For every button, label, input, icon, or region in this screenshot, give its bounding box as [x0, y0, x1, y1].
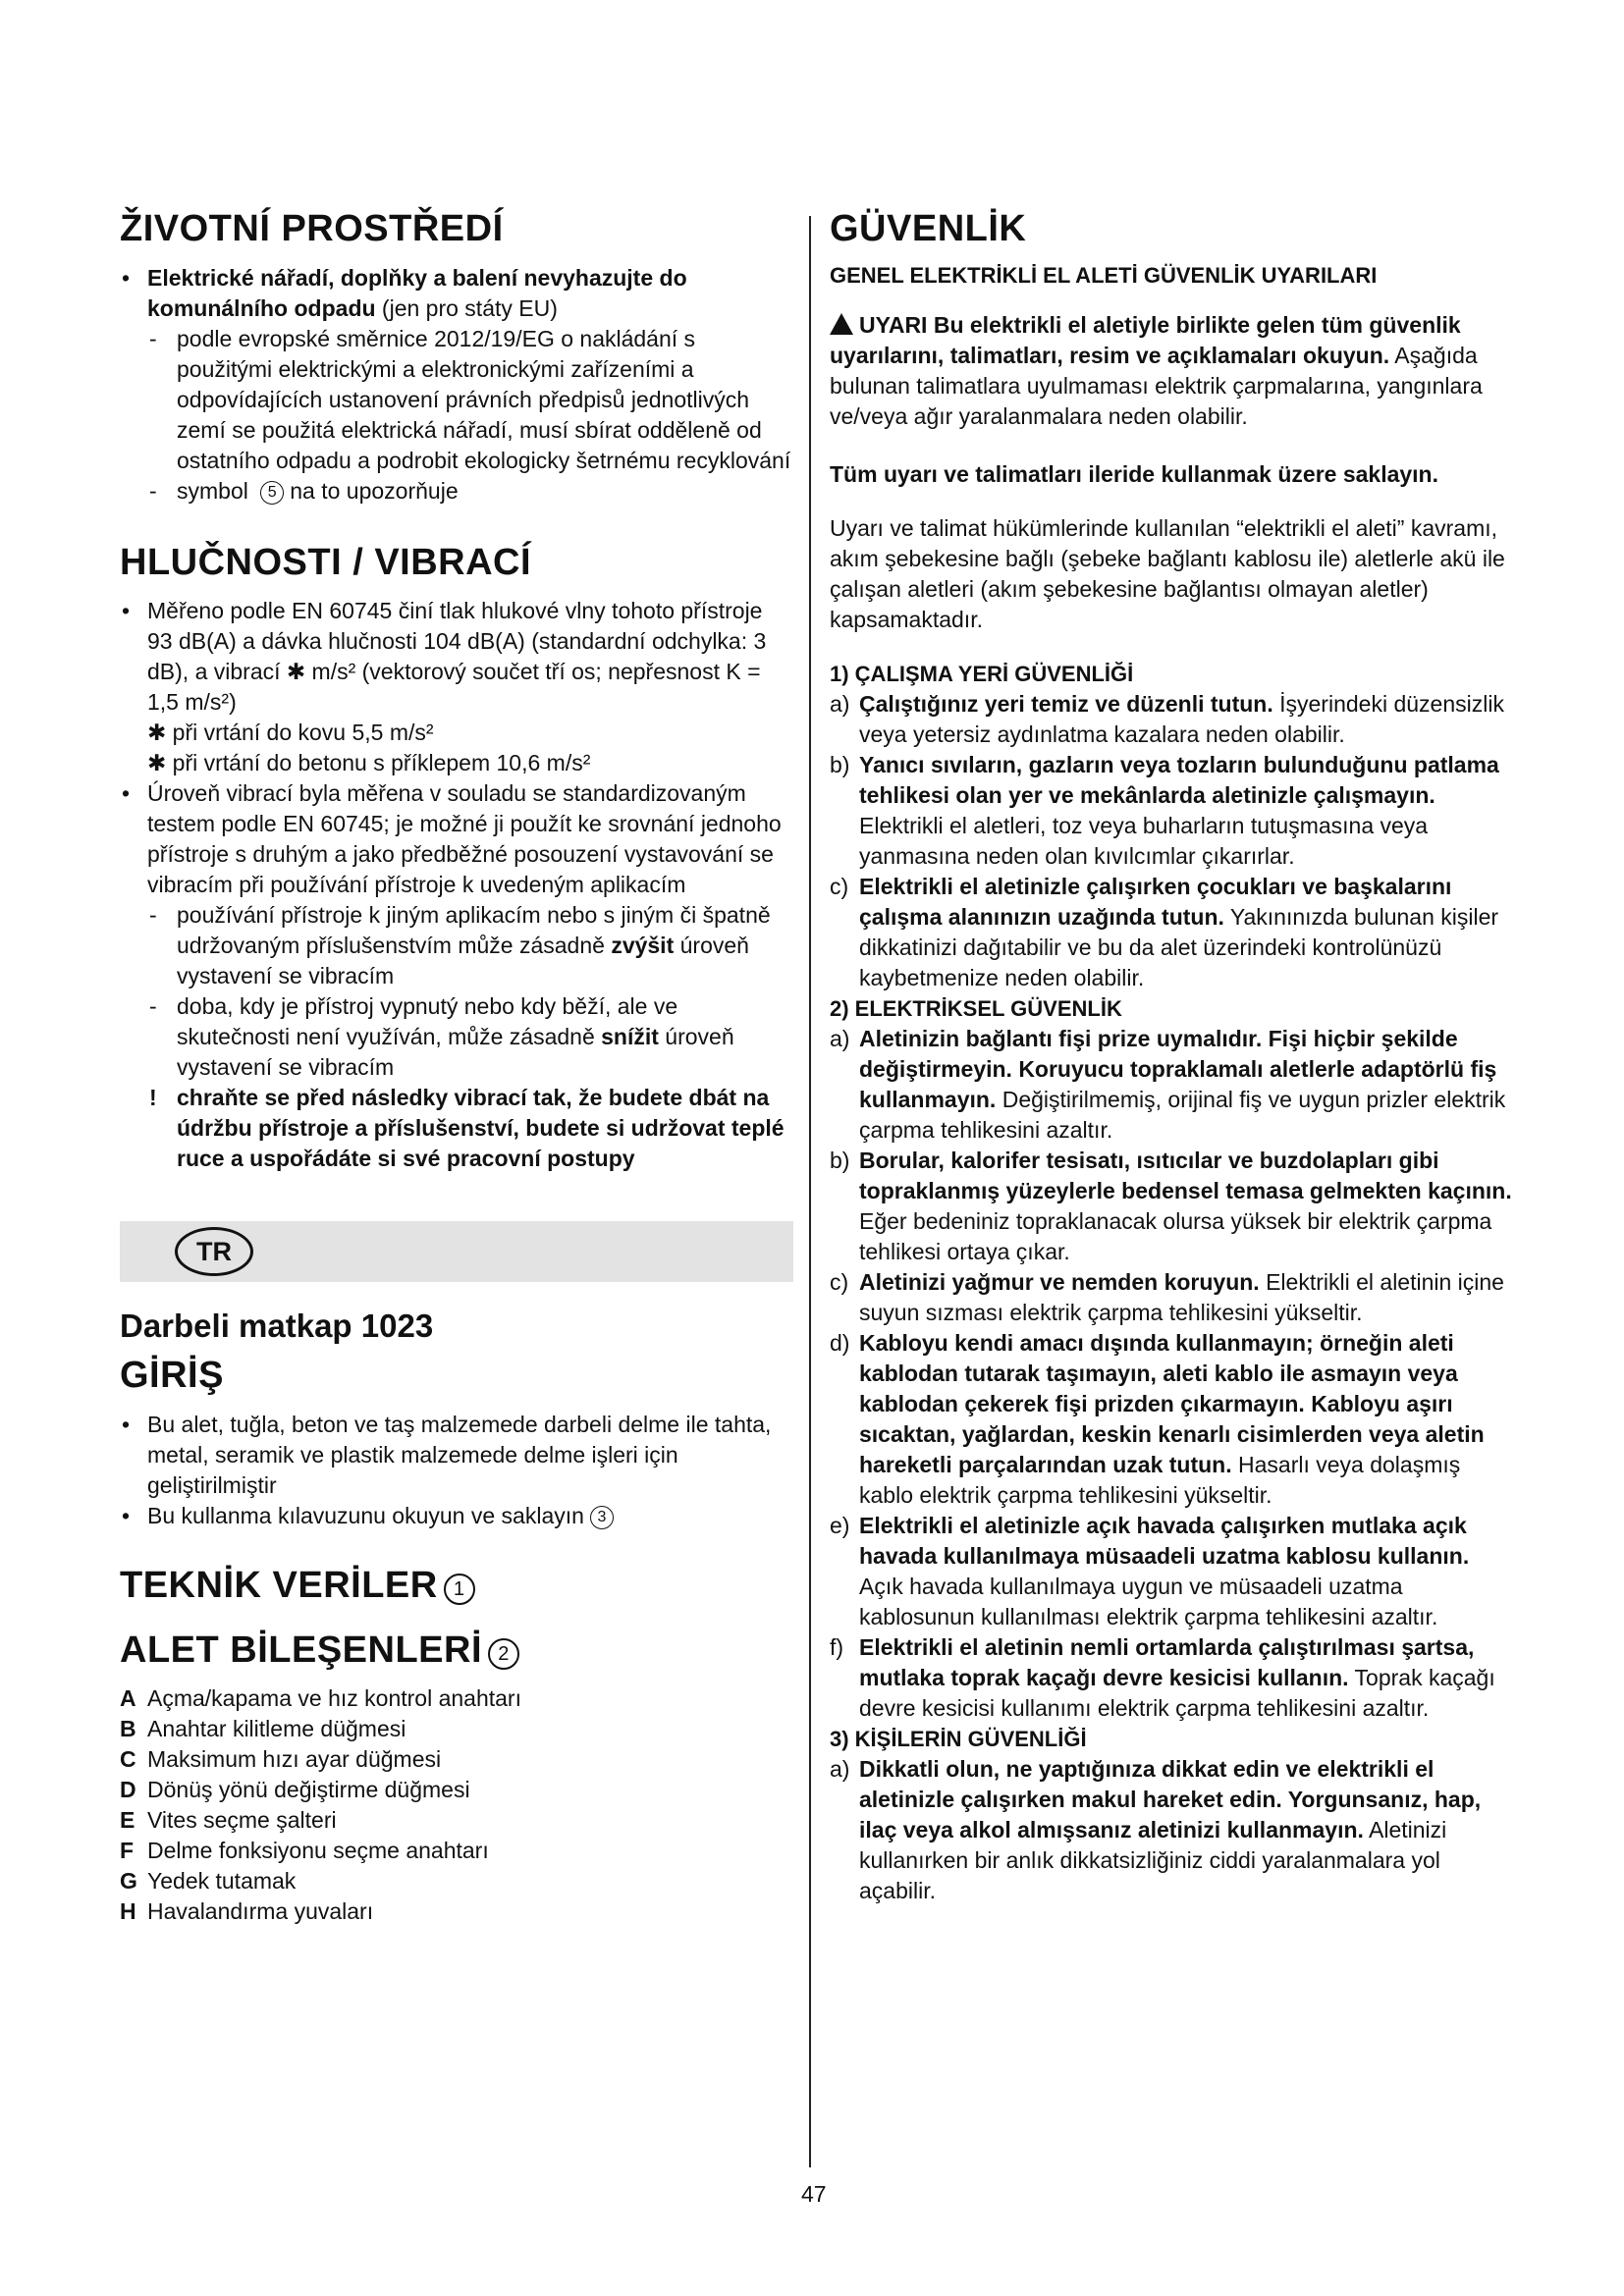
item-2b-rest: Eğer bedeniniz topraklanacak olursa yüksek bir elektrik çarpma tehlikesi ortaya çıkar. — [859, 1207, 1492, 1264]
component-label: Yedek tutamak — [147, 1868, 297, 1895]
item-2c-bold: Aletinizi yağmur ve nemden koruyun. — [859, 1268, 1260, 1295]
environment-dash-2 — [120, 476, 793, 507]
page-number: 47 — [801, 2181, 827, 2207]
column-divider — [809, 216, 811, 2167]
item-label: a) — [830, 690, 850, 717]
item-label: b) — [830, 1147, 850, 1173]
callout-2-icon: 2 — [488, 1638, 519, 1670]
component-label: Vites seçme şalteri — [147, 1807, 337, 1834]
item-1a-rest: İşyerindeki düzensizlik veya yetersiz aydınlatma kazalara neden olabilir. — [859, 690, 1504, 747]
item-label: c) — [830, 873, 849, 899]
noise-dash-2-b: úroveň vystavení se vibracím — [177, 1024, 734, 1081]
item-2c — [830, 1267, 1517, 1328]
item-2f-bold: Elektrikli el aletinin nemli ortamlarda çalıştırılması şartsa, mutlaka toprak kaçağı devre kesicisi kullanın. — [859, 1633, 1475, 1690]
item-label: e) — [830, 1512, 850, 1538]
component-row — [120, 1714, 793, 1744]
item-1a-bold: Çalıştığınız yeri temiz ve düzenli tutun. — [859, 690, 1273, 717]
keep-instructions-note: Tüm uyarı ve talimatları ileride kullanmak üzere saklayın. — [830, 460, 1439, 487]
item-1a — [830, 689, 1517, 750]
component-key: E — [120, 1807, 135, 1834]
noise-bullet-1: • Měřeno podle EN 60745 činí tlak hlukové vlny tohoto přístroje 93 dB(A) a dávka hlučnosti 104 dB(A) (standardní odchylka: 3 dB), a vibrací ✱ m/s² (vektorový součet tří os; nepřesnost K = 1,5 m/s²) — [120, 596, 793, 718]
warning-triangle-icon — [830, 313, 853, 335]
right-column — [830, 208, 1517, 1906]
tech-data-heading — [120, 1565, 793, 1608]
component-label: Açma/kapama ve hız kontrol anahtarı — [147, 1685, 521, 1712]
noise-dash-1-a: používání přístroje k jiným aplikacím nebo s jiným či špatně udržovaným příslušenstvím může zásadně — [177, 902, 771, 959]
component-key: B — [120, 1716, 136, 1742]
section-3-title: 3) KİŞİLERİN GÜVENLİĞİ — [830, 1726, 1087, 1751]
component-row — [120, 1805, 793, 1836]
item-2f-rest: Toprak kaçağı devre kesicisi kullanımı elektrik çarpma tehlikesini azaltır. — [859, 1664, 1495, 1721]
item-2b — [830, 1146, 1517, 1267]
noise-heading: HLUČNOSTI / VIBRACÍ — [120, 541, 532, 583]
item-label: a) — [830, 1755, 850, 1782]
item-3a-bold: Dikkatli olun, ne yaptığınıza dikkat edin ve elektrikli el aletinizle çalışırken makul hareket edin. Yorgunsanız, hap, ilaç veya alkol almışsanız aletinizi kullanmayın. — [859, 1755, 1482, 1842]
noise-dash-1-b: úroveň vystavení se vibracím — [177, 933, 749, 989]
item-2f — [830, 1632, 1517, 1724]
language-code-badge: TR — [175, 1227, 253, 1276]
callout-1-icon: 1 — [444, 1574, 475, 1605]
item-2e-rest: Açık havada kullanılmaya uygun ve müsaadeli uzatma kablosunun kullanılması elektrik çarpma tehlikesini azaltır. — [859, 1573, 1438, 1629]
item-label: b) — [830, 751, 850, 777]
component-label: Maksimum hızı ayar düğmesi — [147, 1746, 442, 1773]
item-1c-rest: Yakınınızda bulunan kişiler dikkatinizi dağıtabilir ve bu da alet üzerindeki kontrolünüzü kaybetmenize neden olabilir. — [859, 903, 1499, 990]
symbol-note: na to upozorňuje — [290, 477, 459, 504]
tech-data-title: TEKNİK VERİLER — [120, 1565, 438, 1606]
item-2b-bold: Borular, kalorifer tesisatı, ısıtıcılar ve buzdolapları gibi topraklanmış yüzeylerle bedensel temasa gelmekten kaçının. — [859, 1147, 1512, 1203]
item-2d-bold: Kabloyu kendi amacı dışında kullanmayın; örneğin aleti kablodan tutarak taşımayın, aleti kablo ile asmayın veya kablodan çekerek fişi prizden çıkarmayın. Kabloyu aşırı sıcaktan, yağlardan, keskin kenarlı cisimlerden veya aletin hareketli parçalarından uzak tutun. — [859, 1329, 1485, 1477]
warning-paragraph — [830, 310, 1517, 432]
component-key: D — [120, 1777, 136, 1803]
item-2d — [830, 1328, 1517, 1511]
component-row — [120, 1744, 793, 1775]
intro-bullet-2-text: Bu kullanma kılavuzunu okuyun ve saklayın — [147, 1503, 584, 1528]
noise-dash-1 — [120, 900, 793, 991]
components-title: ALET BİLEŞENLERİ — [120, 1629, 483, 1671]
item-2e — [830, 1511, 1517, 1632]
item-1b-rest: Elektrikli el aletleri, toz veya buharların tutuşmasına veya yanmasına neden olan kıvılcımlar çıkarırlar. — [859, 812, 1429, 869]
item-2d-rest: Hasarlı veya dolaşmış kablo elektrik çarpma tehlikesini yükseltir. — [859, 1451, 1461, 1508]
noise-star-2: ✱ při vrtání do betonu s příklepem 10,6 m/s² — [147, 750, 591, 776]
language-band — [120, 1221, 793, 1282]
environment-bullet-rest: (jen pro státy EU) — [375, 294, 558, 321]
vibration-warning: ! chraňte se před následky vibrací tak, že budete dbát na údržbu přístroje a příslušenství, budete si udržovat teplé ruce a uspořádáte si své pracovní postupy — [120, 1083, 793, 1174]
warning-bold: UYARI Bu elektrikli el aletiyle birlikte gelen tüm güvenlik uyarılarını, talimatları, resim ve açıklamaları okuyun. — [830, 311, 1461, 368]
item-2a-bold: Aletinizin bağlantı fişi prize uymalıdır. Fişi hiçbir şekilde değiştirmeyin. Koruyucu topraklamalı aletlerle adaptörlü fiş kullanmayın. — [859, 1025, 1497, 1112]
item-2c-rest: Elektrikli el aletinin içine suyun sızması elektrik çarpma tehlikesini yükseltir. — [859, 1268, 1504, 1325]
term-definition: Uyarı ve talimat hükümlerinde kullanılan “elektrikli el aleti” kavramı, akım şebekesine bağlı (şebeke bağlantı kablosu ile) aletlerle akü ile çalışan aletleri (akım şebekesine bağlantısı olmayan aletler) kapsamaktadır. — [830, 514, 1505, 632]
component-row — [120, 1866, 793, 1896]
component-label: Dönüş yönü değiştirme düğmesi — [147, 1777, 470, 1803]
intro-bullet-1: • Bu alet, tuğla, beton ve taş malzemede darbeli delme ile tahta, metal, seramik ve plastik malzemede delme işleri için geliştirilmiştir — [120, 1410, 793, 1501]
item-1b — [830, 750, 1517, 872]
intro-heading: GİRİŞ — [120, 1355, 224, 1397]
item-3a — [830, 1754, 1517, 1906]
item-2e-bold: Elektrikli el aletinizle açık havada çalışırken mutlaka açık havada kullanılmaya müsaadeli uzatma kablosu kullanın. — [859, 1512, 1470, 1569]
component-row — [120, 1683, 793, 1714]
item-label: f) — [830, 1633, 844, 1660]
callout-5-icon: 5 — [260, 481, 284, 505]
symbol-label: symbol — [177, 477, 248, 504]
callout-3-icon: 3 — [590, 1506, 614, 1529]
noise-dash-2 — [120, 991, 793, 1083]
section-1-title: 1) ÇALIŞMA YERİ GÜVENLİĞİ — [830, 661, 1134, 686]
item-2a-rest: Değiştirilmemiş, orijinal fiş ve uygun prizler elektrik çarpma tehlikesini azaltır. — [859, 1086, 1506, 1143]
warning-rest: Aşağıda bulunan talimatlara uyulmaması elektrik çarpmalarına, yangınlara ve/veya ağır yaralanmalara neden olabilir. — [830, 342, 1483, 429]
item-label: a) — [830, 1025, 850, 1051]
noise-bullet-2: • Úroveň vibrací byla měřena v souladu se standardizovaným testem podle EN 60745; je možné ji použít ke srovnání jednoho přístroje s druhým a jako předběžné posouzení vystavování se vibracím při používání přístroje k uvedeným aplikacím — [120, 778, 793, 900]
component-key: A — [120, 1685, 136, 1712]
product-title: Darbeli matkap 1023 — [120, 1308, 434, 1345]
noise-star-1: ✱ při vrtání do kovu 5,5 m/s² — [147, 720, 434, 746]
environment-bullet-bold: Elektrické nářadí, doplňky a balení nevyhazujte do komunálního odpadu — [147, 264, 687, 321]
noise-dash-2-a: doba, kdy je přístroj vypnutý nebo kdy běží, ale ve skutečnosti není využíván, může zásadně — [177, 993, 678, 1050]
environment-bullet — [120, 263, 793, 324]
item-3a-rest: Aletinizi kullanırken bir anlık dikkatsizliğiniz ciddi yaralanmalara yol açabilir. — [859, 1816, 1447, 1903]
item-1c-bold: Elektrikli el aletinizle çalışırken çocukları ve başkalarını çalışma alanınızın uzağında tutun. — [859, 873, 1452, 930]
environment-dash-1: - podle evropské směrnice 2012/19/EG o nakládání s použitými elektrickými a elektronickými zařízeními a odpovídajících ustanovení právních předpisů jednotlivých zemí se použitá elektrická nářadí, musí sbírat odděleně od ostatního odpadu a podrobit ekologicky šetrnému recyklování — [120, 324, 793, 476]
component-row — [120, 1896, 793, 1927]
components-list — [120, 1683, 793, 1927]
components-heading — [120, 1629, 793, 1673]
component-key: F — [120, 1838, 135, 1864]
component-key: H — [120, 1898, 136, 1925]
left-column — [120, 208, 793, 1927]
item-label: d) — [830, 1329, 850, 1356]
component-row — [120, 1836, 793, 1866]
item-label: c) — [830, 1268, 849, 1295]
component-key: G — [120, 1868, 137, 1895]
item-1c — [830, 872, 1517, 993]
item-1b-bold: Yanıcı sıvıların, gazların veya tozların bulunduğunu patlama tehlikesi olan yer ve mekânlarda aletinizle çalışmayın. — [859, 751, 1499, 808]
component-row — [120, 1775, 793, 1805]
intro-bullet-2 — [120, 1501, 793, 1531]
safety-subheading: GENEL ELEKTRİKLİ EL ALETİ GÜVENLİK UYARILARI — [830, 262, 1378, 288]
component-label: Havalandırma yuvaları — [147, 1898, 374, 1925]
section-2-title: 2) ELEKTRİKSEL GÜVENLİK — [830, 995, 1122, 1021]
environment-heading: ŽIVOTNÍ PROSTŘEDÍ — [120, 208, 504, 249]
component-key: C — [120, 1746, 136, 1773]
component-label: Anahtar kilitleme düğmesi — [147, 1716, 406, 1742]
noise-dash-2-bold: snížit — [601, 1024, 659, 1050]
item-2a — [830, 1024, 1517, 1146]
safety-heading: GÜVENLİK — [830, 208, 1027, 249]
noise-dash-1-bold: zvýšit — [611, 933, 675, 959]
component-label: Delme fonksiyonu seçme anahtarı — [147, 1838, 489, 1864]
